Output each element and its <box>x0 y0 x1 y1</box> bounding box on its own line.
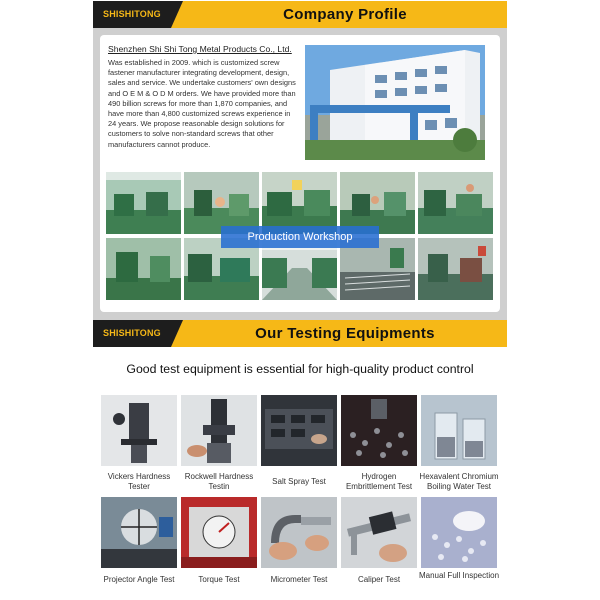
section-title: Company Profile <box>283 6 407 23</box>
hydrogen-embrittlement-test-photo <box>341 395 417 466</box>
workshop-photo <box>184 172 259 234</box>
factory-building-photo <box>305 45 485 160</box>
equipment-label: Vickers Hardness Tester <box>107 472 171 491</box>
testing-heading: Good test equipment is essential for high-quality product control <box>126 362 474 376</box>
caliper-test-photo <box>341 497 417 568</box>
company-profile-banner <box>93 1 507 28</box>
company-description: Was established in 2009. which is customized screw fastener manufacturer integrating development, design, sales and service. We undertake customers' own designs and O E M & O D M orders. We have provided more than 490 billion screws for more than 1,870 companies, and have more than 4,800 customized screws experience in 24 years. We propose reasonable design solutions for customers to solve non-standard screws that other manufacturers cannot produce. <box>108 58 296 149</box>
workshop-photo <box>418 172 493 234</box>
workshop-photo <box>340 172 415 234</box>
equipment-label: Projector Angle Test <box>103 575 175 584</box>
equipment-label: Manual Full Inspection <box>418 571 500 580</box>
manual-inspection-photo <box>421 497 497 568</box>
workshop-photo <box>262 172 337 234</box>
section-title: Our Testing Equipments <box>255 325 435 342</box>
torque-test-photo <box>181 497 257 568</box>
rockwell-hardness-tester-photo <box>181 395 257 466</box>
equipment-label: Rockwell Hardness Testin <box>184 472 254 491</box>
projector-angle-test-photo <box>101 497 177 568</box>
production-workshop-label: Production Workshop <box>221 226 379 248</box>
brand-logo: SHISHITONG <box>93 1 171 28</box>
workshop-photo <box>106 172 181 234</box>
salt-spray-test-photo <box>261 395 337 466</box>
equipment-label: Micrometer Test <box>270 575 328 584</box>
testing-equipment-banner <box>93 320 507 347</box>
vickers-hardness-tester-photo <box>101 395 177 466</box>
equipment-label: Salt Spray Test <box>272 477 326 486</box>
hexavalent-chromium-test-photo <box>421 395 497 466</box>
brand-logo: SHISHITONG <box>93 320 171 347</box>
workshop-photo <box>106 238 181 300</box>
equipment-label: Torque Test <box>198 575 240 584</box>
micrometer-test-photo <box>261 497 337 568</box>
equipment-label: Hexavalent Chromium Boiling Water Test <box>419 472 499 491</box>
equipment-label: Caliper Test <box>357 575 401 584</box>
company-name: Shenzhen Shi Shi Tong Metal Products Co., Ltd. <box>108 44 292 54</box>
workshop-photo <box>418 238 493 300</box>
equipment-label: Hydrogen Embrittlement Test <box>345 472 413 491</box>
